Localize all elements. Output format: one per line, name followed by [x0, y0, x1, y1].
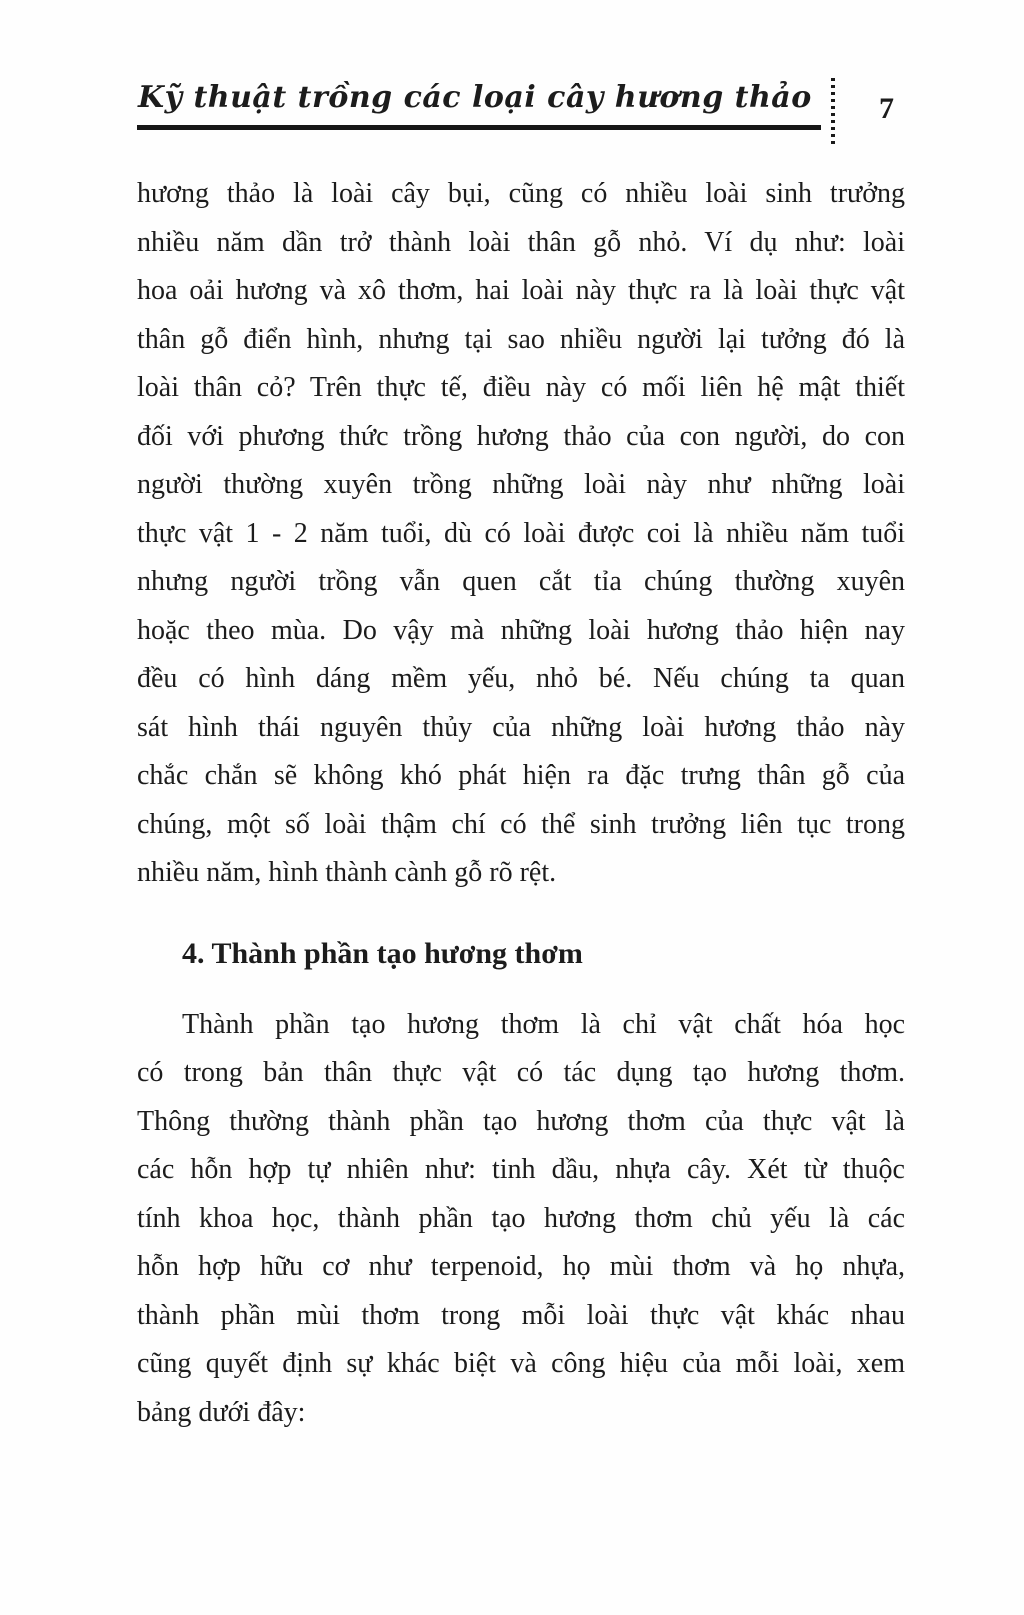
paragraph-1 — [137, 170, 905, 898]
text-line: chúng, một số loài thậm chí có thể sinh trưởng liên tục trong — [137, 808, 905, 840]
text-line: nhiều năm, hình thành cành gỗ rõ rệt. — [137, 857, 557, 888]
header-rule — [137, 125, 821, 130]
page-number: 7 — [879, 92, 894, 125]
text-line: nhiều năm dần trở thành loài thân gỗ nhỏ. Ví dụ như: loài — [137, 226, 905, 258]
text-line: có trong bản thân thực vật có tác dụng tạo hương thơm. — [137, 1057, 905, 1088]
page-body — [137, 170, 905, 1437]
text-line: cũng quyết định sự khác biệt và công hiệu của mỗi loài, xem — [137, 1348, 905, 1379]
text-line: hỗn hợp hữu cơ như terpenoid, họ mùi thơm và họ nhựa, — [137, 1251, 905, 1282]
text-line: chắc chắn sẽ không khó phát hiện ra đặc trưng thân gỗ của — [137, 760, 905, 791]
dotted-ornament-icon — [831, 78, 835, 145]
text-line: loài thân cỏ? Trên thực tế, điều này có mối liên hệ mật thiết — [137, 372, 905, 403]
text-line: Thành phần tạo hương thơm là chỉ vật chất hóa học — [182, 1008, 905, 1040]
text-line: hoa oải hương và xô thơm, hai loài này thực ra là loài thực vật — [137, 275, 905, 306]
text-line: hương thảo là loài cây bụi, cũng có nhiều loài sinh trưởng — [137, 178, 905, 209]
text-line: thực vật 1 - 2 năm tuổi, dù có loài được coi là nhiều năm tuổi — [137, 517, 905, 549]
text-line: tính khoa học, thành phần tạo hương thơm chủ yếu là các — [137, 1202, 905, 1234]
paragraph-2 — [137, 1001, 905, 1438]
text-line: bảng dưới đây: — [137, 1396, 306, 1428]
text-line: thành phần mùi thơm trong mỗi loài thực vật khác nhau — [137, 1299, 905, 1331]
section-heading: 4. Thành phần tạo hương thơm — [182, 936, 583, 970]
text-line: đều có hình dáng mềm yếu, nhỏ bé. Nếu chúng ta quan — [137, 663, 905, 694]
text-line: sát hình thái nguyên thủy của những loài hương thảo này — [137, 711, 905, 743]
text-line: người thường xuyên trồng những loài này như những loài — [137, 469, 905, 500]
running-head-title: Kỹ thuật trồng các loại cây hương thảo — [138, 80, 812, 115]
text-line: thân gỗ điển hình, nhưng tại sao nhiều người lại tưởng đó là — [137, 323, 905, 355]
text-line: nhưng người trồng vẫn quen cắt tỉa chúng thường xuyên — [137, 566, 905, 597]
text-line: Thông thường thành phần tạo hương thơm của thực vật là — [137, 1105, 905, 1137]
text-line: đối với phương thức trồng hương thảo của con người, do con — [137, 420, 905, 452]
text-line: hoặc theo mùa. Do vậy mà những loài hương thảo hiện nay — [137, 614, 905, 646]
text-line: các hỗn hợp tự nhiên như: tinh dầu, nhựa cây. Xét từ thuộc — [137, 1154, 905, 1185]
